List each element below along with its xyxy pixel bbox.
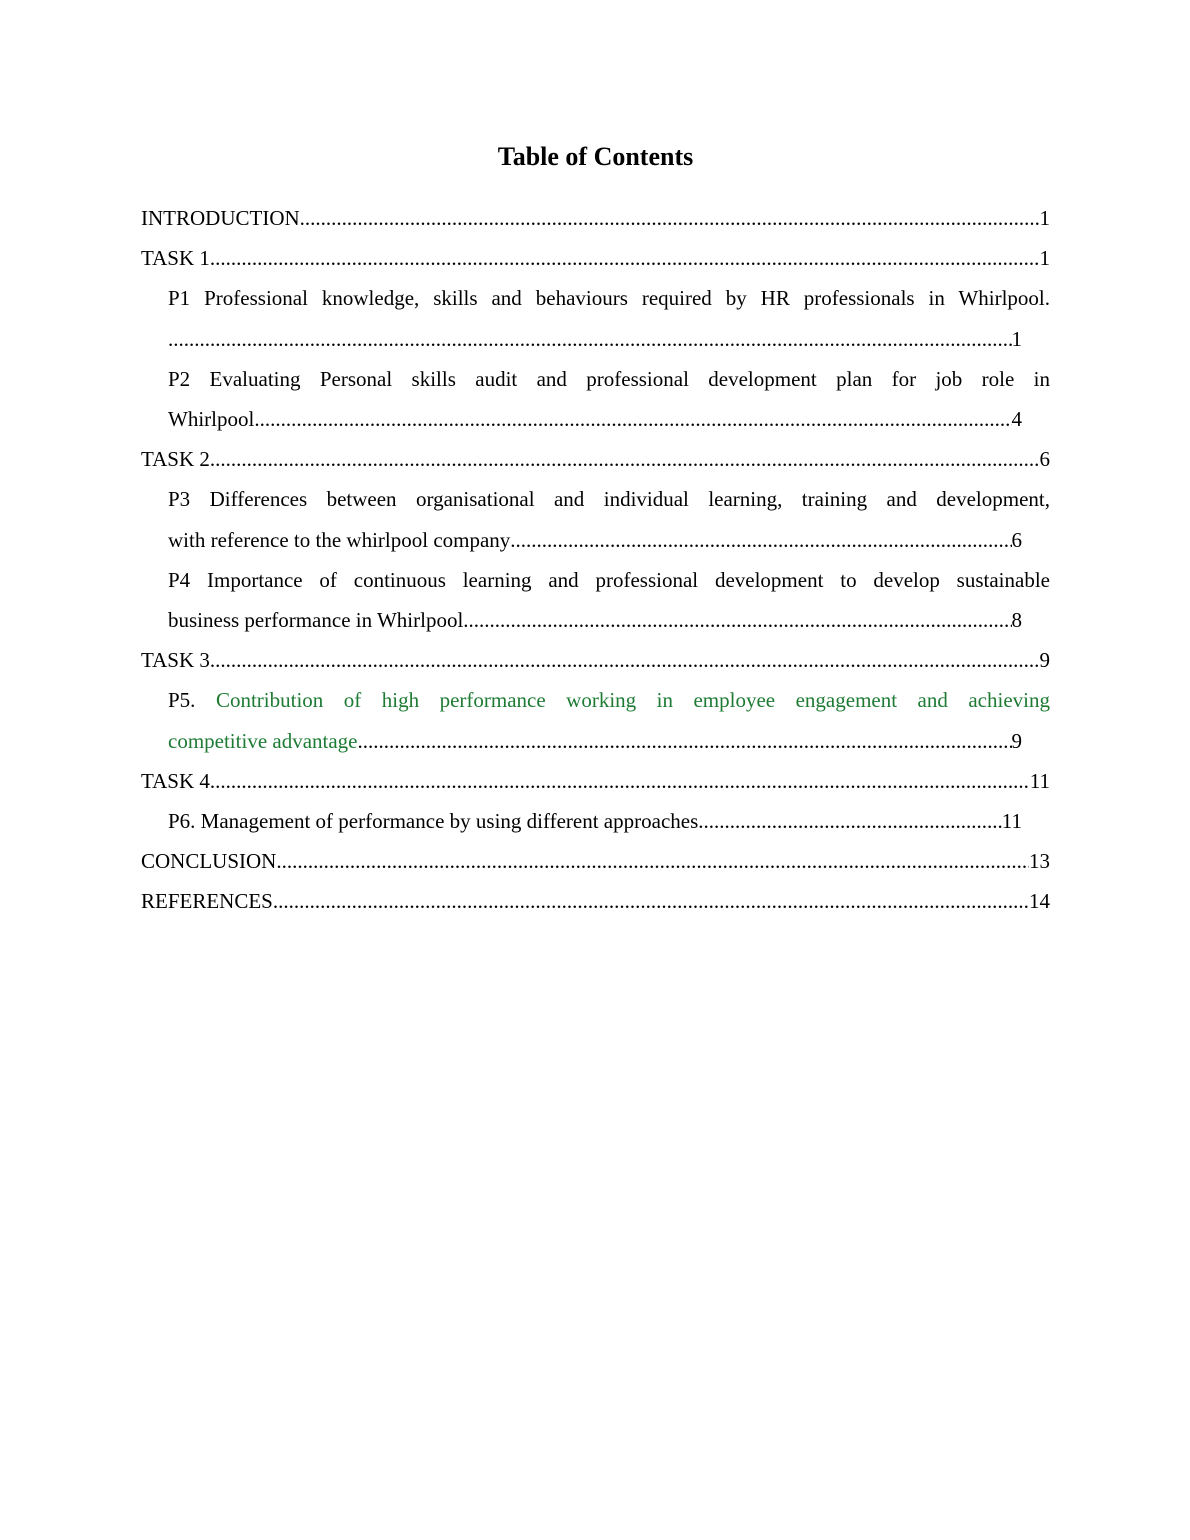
dot-leader [168,319,1012,359]
toc-entry-label-row [168,680,1050,720]
toc-entry-label: TASK 4 [141,768,210,793]
toc-page-number: 8 [1011,608,1022,633]
toc-entry-label-line2: Whirlpool [168,407,255,432]
toc-entry-continuation [168,399,1050,439]
dot-leader [698,801,1002,841]
toc-page-number: 9 [1039,648,1050,673]
toc-page-number: 14 [1029,889,1050,914]
toc-page-number: 11 [1029,768,1050,793]
toc-entry-task-4[interactable] [141,761,1050,801]
toc-entry-p6[interactable] [141,801,1050,841]
toc-entry-continuation [168,520,1050,560]
toc-entry-prefix: P5. [168,688,196,713]
toc-page-number: 1 [1039,246,1050,271]
toc-entry-label: CONCLUSION [141,849,277,874]
toc-entry-p1[interactable] [141,278,1050,358]
toc-entry-label: TASK 2 [141,447,210,472]
toc-entry-p4[interactable] [141,560,1050,640]
toc-page-number: 9 [1011,728,1022,753]
toc-entry-label: INTRODUCTION [141,206,300,230]
toc-list [141,198,1050,922]
toc-page-number: 1 [1011,326,1022,351]
toc-entry-p2[interactable] [141,359,1050,439]
toc-entry-introduction[interactable] [141,198,1050,238]
toc-entry-label: P4 Importance of continuous learning and professional development to develop sustainable [168,567,1050,592]
toc-entry-label-line2: competitive advantage [168,728,358,753]
toc-page-number: 11 [1001,809,1022,834]
toc-entry-continuation [168,600,1050,640]
toc-entry-references[interactable] [141,881,1050,921]
dot-leader [210,439,1040,479]
toc-entry-conclusion[interactable] [141,841,1050,881]
dot-leader [358,721,1012,761]
toc-entry-task-3[interactable] [141,640,1050,680]
document-page [141,140,1050,922]
dot-leader [210,238,1040,278]
toc-entry-task-1[interactable] [141,238,1050,278]
toc-title: Table of Contents [497,142,694,171]
toc-entry-label-line2: with reference to the whirlpool company [168,527,511,552]
toc-page-number: 1 [1039,206,1050,230]
toc-entry-label: TASK 3 [141,648,210,673]
dot-leader [210,761,1030,801]
toc-entry-continuation [168,721,1050,761]
toc-entry-continuation [168,319,1050,359]
dot-leader [510,520,1011,560]
toc-entry-label-line2: business performance in Whirlpool [168,608,464,633]
dot-leader [276,841,1029,881]
toc-entry-task-2[interactable] [141,439,1050,479]
toc-entry-label: P2 Evaluating Personal skills audit and professional development plan for job role in [168,366,1050,391]
toc-entry-p5[interactable] [141,680,1050,760]
toc-page-number: 6 [1011,527,1022,552]
toc-page-number: 4 [1011,407,1022,432]
toc-entry-label: P1 Professional knowledge, skills and behaviours required by HR professionals in Whirlpool. [168,286,1050,311]
dot-leader [273,881,1029,921]
dot-leader [210,640,1040,680]
toc-entry-label: P3 Differences between organisational and individual learning, training and development, [168,487,1050,512]
toc-entry-label: Contribution of high performance working in employee engagement and achieving [215,688,1050,713]
dot-leader [463,600,1011,640]
toc-entry-label: P6. Management of performance by using different approaches [168,809,699,834]
dot-leader [254,399,1011,439]
dot-leader [300,198,1040,238]
toc-page-number: 6 [1039,447,1050,472]
toc-entry-p3[interactable] [141,479,1050,559]
toc-page-number: 13 [1029,849,1050,874]
toc-entry-label: TASK 1 [141,246,210,271]
toc-entry-label: REFERENCES [141,889,273,914]
